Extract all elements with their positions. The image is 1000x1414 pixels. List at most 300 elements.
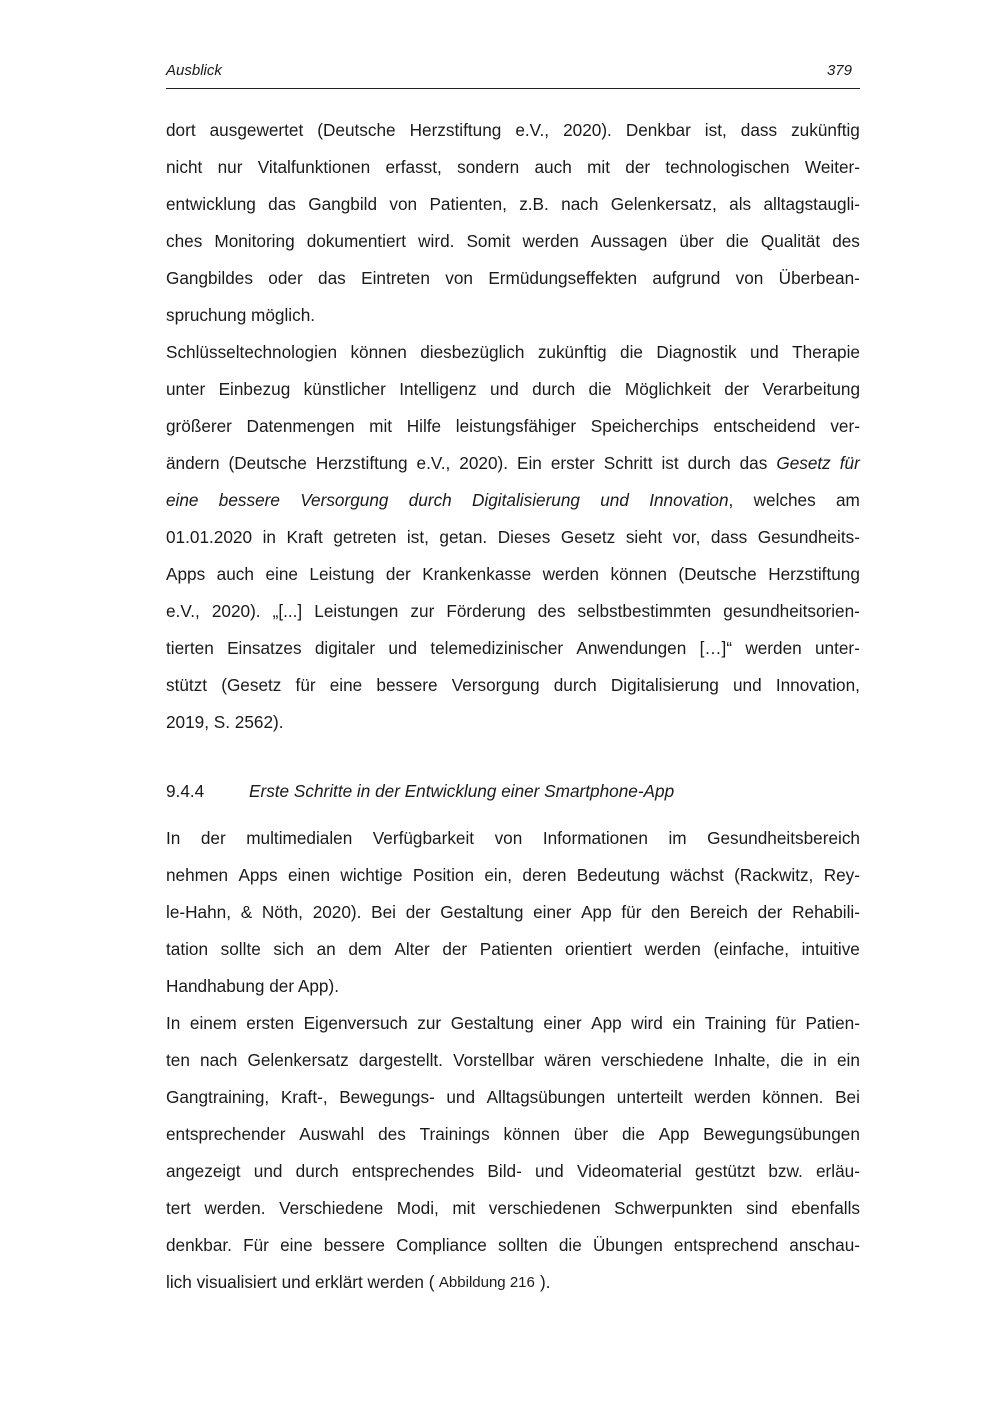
- word: Anwendungen: [576, 638, 687, 658]
- word: getan.: [439, 527, 488, 547]
- word: stützt: [166, 675, 208, 695]
- paragraph-4: [166, 1005, 860, 1301]
- text-line: [166, 1079, 860, 1116]
- word: le-Hahn,: [166, 902, 231, 922]
- word: Gelenkersatz,: [610, 194, 717, 214]
- word: werden: [522, 231, 579, 251]
- word: sieht: [625, 527, 663, 547]
- word: Herzstiftung: [409, 120, 502, 140]
- word: die: [725, 231, 749, 251]
- word: ändern: [166, 453, 220, 473]
- word: orientiert: [565, 939, 632, 959]
- word: Kraft-,: [280, 1087, 328, 1107]
- word: Bewegungsübungen: [703, 1124, 860, 1144]
- word: e.V.,: [515, 120, 550, 140]
- word: Gesundheits-: [757, 527, 860, 547]
- word: Überbean-: [778, 268, 860, 288]
- word: nach: [200, 1050, 238, 1070]
- word: werden: [694, 1087, 751, 1107]
- word: Bedeutung: [576, 865, 660, 885]
- word: größerer: [166, 416, 232, 436]
- word: entwicklung: [166, 194, 256, 214]
- word: verschiedenen: [488, 1198, 601, 1218]
- text-line: [166, 1153, 860, 1190]
- word: Verfügbarkeit: [372, 828, 475, 848]
- word: ist: [661, 453, 679, 473]
- word: können.: [762, 1087, 824, 1107]
- word: Gesetz: [560, 527, 616, 547]
- word: Denkbar: [625, 120, 691, 140]
- word: das: [739, 453, 768, 473]
- word: entsprechender: [166, 1124, 286, 1144]
- word: des: [832, 231, 860, 251]
- word: mit: [369, 416, 393, 436]
- word: Gelenkersatz: [247, 1050, 349, 1070]
- word: der: [405, 902, 431, 922]
- word: und: [732, 675, 762, 695]
- word: Leistung: [309, 564, 375, 584]
- paragraph-2-line: [166, 371, 860, 408]
- section-title: Erste Schritte in der Entwicklung einer Smartphone-App: [249, 781, 675, 801]
- word: bessere: [218, 490, 280, 510]
- word: dass: [740, 120, 778, 140]
- word: zukünftig: [791, 120, 860, 140]
- word: für: [295, 675, 316, 695]
- word: Dieses: [497, 527, 551, 547]
- text-line: [166, 260, 860, 297]
- word: sollten: [498, 1235, 548, 1255]
- word: Gestaltung: [450, 1013, 534, 1033]
- word: am: [836, 490, 860, 510]
- word: des: [537, 601, 566, 621]
- word: Herzstiftung: [768, 564, 860, 584]
- paragraph-4-line: [166, 1264, 860, 1301]
- paragraph-2: [166, 334, 860, 741]
- word: zur: [417, 1013, 442, 1033]
- word: Innovation: [649, 490, 729, 510]
- word: leistungsfähiger: [455, 416, 577, 436]
- word: In: [166, 1013, 181, 1033]
- word: Versorgung: [451, 675, 540, 695]
- word: Krankenkasse: [422, 564, 532, 584]
- word: von: [735, 268, 764, 288]
- word: zukünftig: [537, 342, 607, 362]
- word: entscheidend: [713, 416, 816, 436]
- word: In: [166, 828, 181, 848]
- word: Datenmengen: [246, 416, 355, 436]
- word: Leistungen: [314, 601, 399, 621]
- word: für: [839, 453, 860, 473]
- word: sind: [746, 1198, 778, 1218]
- word: Gangbild: [308, 194, 378, 214]
- page-number: 379: [826, 62, 852, 79]
- text-line: [166, 112, 860, 149]
- text-line: [166, 894, 860, 931]
- word: Innovation,: [775, 675, 860, 695]
- word: Informationen: [542, 828, 648, 848]
- word: App: [591, 1013, 622, 1033]
- word: den: [651, 902, 680, 922]
- word: Herzstiftung: [315, 453, 408, 473]
- word: und: [446, 1087, 476, 1107]
- word: (Deutsche: [678, 564, 757, 584]
- word: sich: [273, 939, 304, 959]
- word: gestützt: [694, 1161, 756, 1181]
- word: durch: [408, 490, 452, 510]
- text-line: [166, 1005, 860, 1042]
- word: werden.: [204, 1198, 266, 1218]
- text-line: [166, 820, 860, 857]
- word: oder: [268, 268, 303, 288]
- text-run: ).: [540, 1272, 551, 1292]
- word: selbstbestimmten: [577, 601, 712, 621]
- word: und: [600, 490, 629, 510]
- word: bessere: [376, 675, 438, 695]
- word: mit: [587, 157, 610, 177]
- word: in: [262, 527, 276, 547]
- word: (Rackwitz,: [734, 865, 814, 885]
- word: Aussagen: [590, 231, 668, 251]
- text-line: [166, 186, 860, 223]
- word: aufgrund: [652, 268, 721, 288]
- word: multimedialen: [246, 828, 353, 848]
- word: der: [757, 902, 783, 922]
- word: technologischen: [665, 157, 790, 177]
- word: Compliance: [396, 1235, 487, 1255]
- word: dem: [348, 939, 382, 959]
- word: App: [581, 902, 612, 922]
- paragraph-2-line: [166, 630, 860, 667]
- word: vor,: [672, 527, 701, 547]
- section-heading: [166, 773, 674, 810]
- word: Videomaterial: [576, 1161, 682, 1181]
- word: Schlüsseltechnologien: [166, 342, 338, 362]
- paragraph-2-line: [166, 334, 860, 371]
- paragraph-1: [166, 112, 860, 334]
- page-header: [166, 60, 860, 89]
- text-line: [166, 931, 860, 968]
- word: (Deutsche: [317, 120, 396, 140]
- word: entsprechendes: [351, 1161, 475, 1181]
- word: von: [494, 828, 523, 848]
- word: digitaler: [314, 638, 376, 658]
- word: wächst: [670, 865, 724, 885]
- word: Eintreten: [361, 268, 430, 288]
- word: der: [625, 157, 651, 177]
- word: Modi,: [396, 1198, 439, 1218]
- word: der: [724, 379, 750, 399]
- word: dass: [710, 527, 748, 547]
- word: ein: [672, 1013, 696, 1033]
- word: „[...]: [272, 601, 303, 621]
- text-line: [166, 223, 860, 260]
- word: Verarbeitung: [762, 379, 860, 399]
- word-group: [649, 482, 733, 519]
- word: die: [558, 1235, 582, 1255]
- word: (einfache,: [713, 939, 789, 959]
- word: welches: [753, 490, 816, 510]
- word: Bei: [371, 902, 396, 922]
- word: z.B.: [519, 194, 549, 214]
- word: zur: [410, 601, 435, 621]
- word: einem: [189, 1013, 237, 1033]
- paragraph-2-line: [166, 667, 860, 704]
- word: im: [668, 828, 687, 848]
- word: ist,: [406, 527, 429, 547]
- word: e.V.,: [166, 601, 200, 621]
- word: durch: [687, 453, 731, 473]
- word: deren: [522, 865, 567, 885]
- word: bessere: [323, 1235, 385, 1255]
- paragraph-2-line: [166, 519, 860, 556]
- word: ausgewertet: [209, 120, 304, 140]
- word: Alltagsübungen: [486, 1087, 606, 1107]
- word: durch: [532, 379, 576, 399]
- word: Diagnostik: [656, 342, 737, 362]
- word: auch: [216, 564, 254, 584]
- word: als: [729, 194, 752, 214]
- word: (Gesetz: [221, 675, 282, 695]
- word: tert: [166, 1198, 191, 1218]
- word: tation: [166, 939, 209, 959]
- word: Schwerpunkten: [614, 1198, 733, 1218]
- word: Bei: [835, 1087, 860, 1107]
- word: 2020).: [211, 601, 261, 621]
- word: ein,: [484, 865, 513, 885]
- word: Gangbildes: [166, 268, 253, 288]
- word: Gangtraining,: [166, 1087, 270, 1107]
- text-line: [166, 149, 860, 186]
- word: Patienten,: [429, 194, 507, 214]
- word: mit: [452, 1198, 476, 1218]
- word: nehmen: [166, 865, 229, 885]
- word: die: [780, 1050, 804, 1070]
- word: Kraft: [286, 527, 323, 547]
- word: getreten: [333, 527, 397, 547]
- word: wären: [544, 1050, 592, 1070]
- text-line: [166, 857, 860, 894]
- word: werden: [644, 939, 701, 959]
- word: 2020).: [563, 120, 612, 140]
- word: tierten: [166, 638, 214, 658]
- paragraph-4-lines: [166, 1005, 860, 1264]
- word: Verschiedene: [279, 1198, 384, 1218]
- word: einer: [533, 902, 572, 922]
- word: erster: [550, 453, 595, 473]
- text-line: Handhabung der App).: [166, 976, 339, 996]
- paragraph-2-line: [166, 408, 860, 445]
- word: ersten: [246, 1013, 295, 1033]
- word: Apps: [166, 564, 206, 584]
- paragraph-2-line: [166, 556, 860, 593]
- word: Digitalisierung: [472, 490, 580, 510]
- word: und: [535, 1161, 564, 1181]
- word: Ein: [517, 453, 542, 473]
- word: für: [621, 902, 642, 922]
- word: anschau-: [789, 1235, 860, 1255]
- word: telemedizinischer: [430, 638, 564, 658]
- paragraph-2-line: [166, 445, 860, 482]
- word: gesundheitsorien-: [723, 601, 860, 621]
- word: über: [573, 1124, 609, 1144]
- word: Möglichkeit: [624, 379, 711, 399]
- text-line: [166, 1190, 860, 1227]
- word: wird.: [418, 231, 455, 251]
- word: der: [442, 939, 468, 959]
- word: App: [658, 1124, 690, 1144]
- word: unter: [166, 379, 206, 399]
- word: Inhalte,: [713, 1050, 771, 1070]
- word: Bereich: [689, 902, 748, 922]
- word: dokumentiert: [306, 231, 407, 251]
- word: dort: [166, 120, 196, 140]
- word: können: [503, 1124, 560, 1144]
- word: einer: [543, 1013, 582, 1033]
- word: eine: [329, 675, 363, 695]
- word: Rey-: [823, 865, 860, 885]
- word: dargestellt.: [358, 1050, 443, 1070]
- word: eine: [280, 1235, 313, 1255]
- text-line: spruchung möglich.: [166, 305, 316, 325]
- word: für: [775, 1013, 796, 1033]
- word: die: [621, 1124, 645, 1144]
- word: Gestaltung: [440, 902, 524, 922]
- paragraph-2-line: 2019, S. 2562).: [166, 712, 284, 732]
- word: Patien-: [805, 1013, 860, 1033]
- word: 01.01.2020: [166, 527, 253, 547]
- word: Schritt: [603, 453, 653, 473]
- word: Bewegungs-: [339, 1087, 435, 1107]
- word: angezeigt: [166, 1161, 241, 1181]
- word: […]“: [699, 638, 733, 658]
- word: Speicherchips: [590, 416, 699, 436]
- word: Für: [243, 1235, 269, 1255]
- word: entsprechend: [673, 1235, 779, 1255]
- word: Somit: [466, 231, 511, 251]
- word: auch: [534, 157, 572, 177]
- word: Apps: [238, 865, 278, 885]
- paragraph-2-line: [166, 482, 860, 519]
- word: Monitoring: [214, 231, 295, 251]
- word: nur: [217, 157, 243, 177]
- word: Eigenversuch: [303, 1013, 408, 1033]
- word: Digitalisierung: [610, 675, 719, 695]
- word: Vitalfunktionen: [257, 157, 371, 177]
- word: können: [610, 564, 667, 584]
- word: Einbezug: [218, 379, 291, 399]
- word: das: [268, 194, 296, 214]
- word: Übungen: [592, 1235, 663, 1255]
- word: künstlicher: [303, 379, 386, 399]
- text-line: [166, 1042, 860, 1079]
- word: und: [750, 342, 779, 362]
- word: wichtige: [340, 865, 403, 885]
- word: an: [316, 939, 336, 959]
- word: erläu-: [815, 1161, 860, 1181]
- word: werden: [745, 638, 802, 658]
- text-line: [166, 1227, 860, 1264]
- word: denkbar.: [166, 1235, 232, 1255]
- word: e.V.,: [416, 453, 451, 473]
- word: Nöth,: [261, 902, 303, 922]
- word: Position: [412, 865, 475, 885]
- figure-reference[interactable]: Abbildung 216: [438, 1274, 535, 1291]
- word: unter-: [814, 638, 860, 658]
- word: diesbezüglich: [420, 342, 525, 362]
- word: verschiedene: [601, 1050, 704, 1070]
- word: eine: [166, 490, 199, 510]
- word: durch: [553, 675, 597, 695]
- word: von: [445, 268, 473, 288]
- word: Rehabili-: [792, 902, 860, 922]
- word: Förderung: [446, 601, 526, 621]
- word: bzw.: [768, 1161, 803, 1181]
- word: Alter: [394, 939, 430, 959]
- word: eine: [265, 564, 298, 584]
- word: ,: [728, 490, 734, 510]
- word: Trainings: [419, 1124, 490, 1144]
- word: Vorstellbar: [453, 1050, 535, 1070]
- paragraph-3: [166, 820, 860, 1005]
- word: und: [253, 1161, 283, 1181]
- word: alltagstaugli-: [763, 194, 860, 214]
- word: ein: [836, 1050, 860, 1070]
- word: wird: [631, 1013, 663, 1033]
- word: über: [679, 231, 714, 251]
- word: und: [490, 379, 519, 399]
- word: Gesundheitsbereich: [707, 828, 860, 848]
- word: (Deutsche: [228, 453, 307, 473]
- text-line: [166, 1116, 860, 1153]
- word: des: [378, 1124, 406, 1144]
- word: der: [385, 564, 411, 584]
- word: nicht: [166, 157, 203, 177]
- word: Qualität: [760, 231, 821, 251]
- text-run: lich visualisiert und erklärt werden (: [166, 1272, 435, 1292]
- word: das: [318, 268, 346, 288]
- word: einen: [288, 865, 331, 885]
- word: der: [200, 828, 226, 848]
- section-number: 9.4.4: [166, 781, 205, 801]
- word: sondern: [457, 157, 520, 177]
- word: Auswahl: [299, 1124, 365, 1144]
- word: Intelligenz: [399, 379, 477, 399]
- word: ebenfalls: [791, 1198, 860, 1218]
- word: können: [350, 342, 407, 362]
- word: die: [620, 342, 643, 362]
- word: Hilfe: [406, 416, 442, 436]
- word: ten: [166, 1050, 190, 1070]
- word: und: [388, 638, 418, 658]
- word: von: [389, 194, 418, 214]
- word: Versorgung: [300, 490, 389, 510]
- word: durch: [295, 1161, 339, 1181]
- word: 2020).: [459, 453, 509, 473]
- word: ist,: [704, 120, 727, 140]
- word: intuitive: [801, 939, 860, 959]
- word: ches: [166, 231, 203, 251]
- word: unterteilt: [616, 1087, 683, 1107]
- running-title: Ausblick: [166, 62, 222, 79]
- word: Ermüdungseffekten: [488, 268, 638, 288]
- word: Patienten: [479, 939, 553, 959]
- word: Weiter-: [804, 157, 860, 177]
- word: erfasst,: [385, 157, 442, 177]
- word: die: [588, 379, 612, 399]
- word: Bild-: [487, 1161, 522, 1181]
- word: Training: [704, 1013, 767, 1033]
- word: Therapie: [792, 342, 860, 362]
